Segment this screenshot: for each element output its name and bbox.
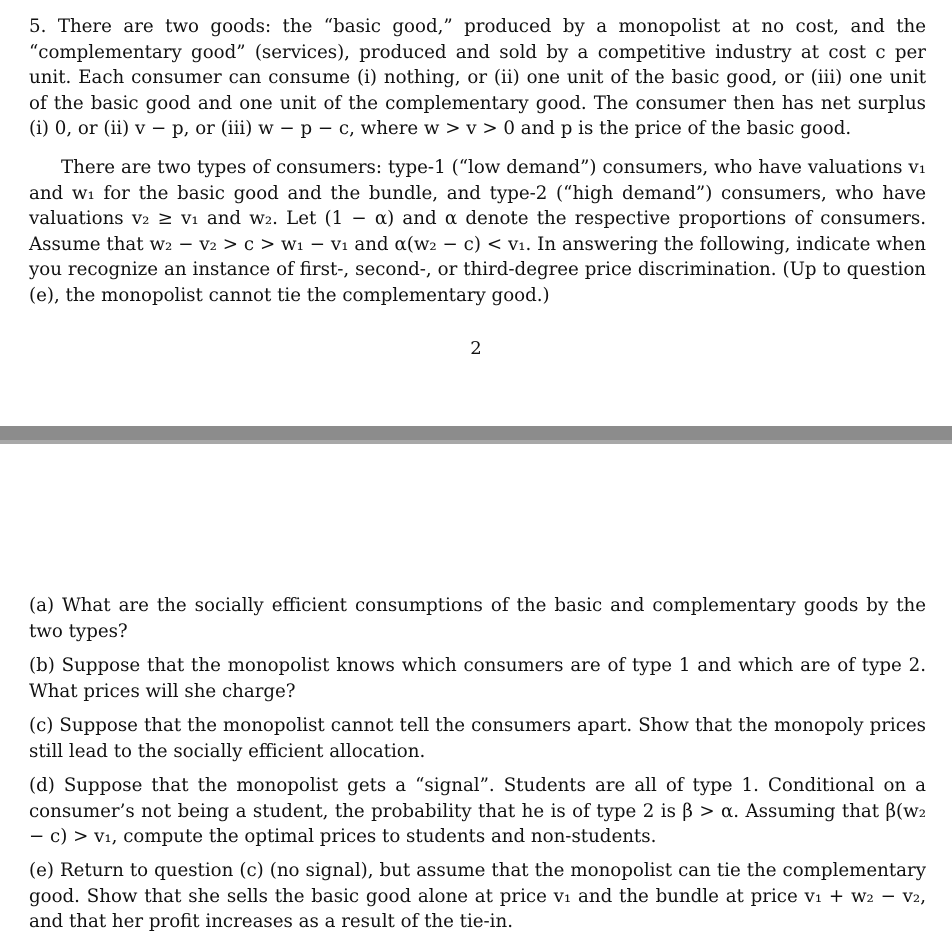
document-page-bottom <box>0 444 952 944</box>
problem-paragraph: 5. There are two goods: the “basic good,” produced by a monopolist at no cost, and the “complementary good” (services), produced and sold by a competitive industry at cost c per unit. Each consumer can consume (i) nothing, or (ii) one unit of the basic good, or (iii) one unit of the basic good and one unit of the complementary good. The consumer then has net surplus (i) 0, or (ii) v − p, or (iii) w − p − c, where w > v > 0 and p is the price of the basic good. <box>29 16 926 139</box>
question-a: (a) What are the socially efficient consumptions of the basic and complementary goods by the two types? <box>29 595 926 642</box>
document-page-top <box>0 0 952 426</box>
question-e: (e) Return to question (c) (no signal), but assume that the monopolist can tie the complementary good. Show that she sells the basic good alone at price v₁ and the bundle at price v₁ + w₂ − v₂, and that her profit increases as a result of the tie-in. <box>29 860 926 932</box>
page-divider <box>0 426 952 444</box>
page-number: 2 <box>470 338 482 359</box>
question-c: (c) Suppose that the monopolist cannot tell the consumers apart. Show that the monopoly prices still lead to the socially efficient allocation. <box>29 715 926 762</box>
question-d: (d) Suppose that the monopolist gets a “signal”. Students are all of type 1. Conditional on a consumer’s not being a student, the probability that he is of type 2 is β > α. Assuming that β(w₂ − c) > v₁, compute the optimal prices to students and non-students. <box>29 775 926 847</box>
consumer-types-paragraph: There are two types of consumers: type-1 (“low demand”) consumers, who have valuations v₁ and w₁ for the basic good and the bundle, and type-2 (“high demand”) consumers, who have valuations v₂ ≥ v₁ and w₂. Let (1 − α) and α denote the respective proportions of consumers. Assume that w₂ − v₂ > c > w₁ − v₁ and α(w₂ − c) < v₁. In answering the following, indicate when you recognize an instance of first-, second-, or third-degree price discrimination. (Up to question (e), the monopolist cannot tie the complementary good.) <box>29 157 926 306</box>
question-b: (b) Suppose that the monopolist knows which consumers are of type 1 and which are of type 2. What prices will she charge? <box>29 655 926 702</box>
